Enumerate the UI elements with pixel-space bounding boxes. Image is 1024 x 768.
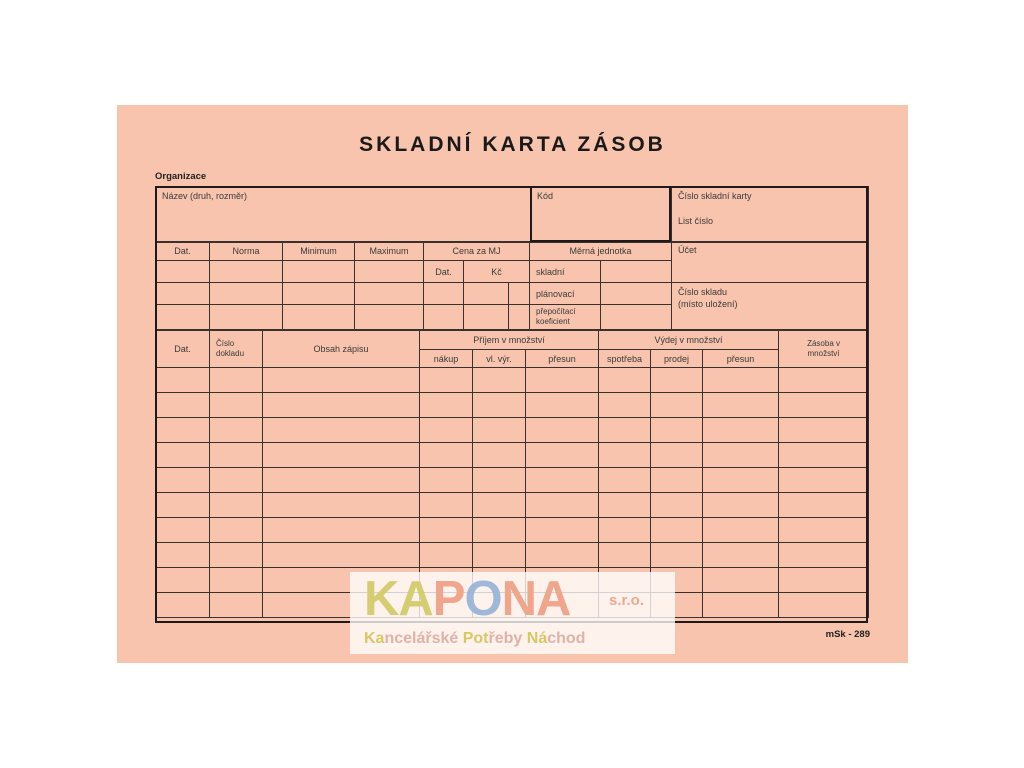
ledger-cell[interactable] <box>420 418 473 443</box>
ledger-cell[interactable] <box>651 443 703 468</box>
issue-transfer-header: přesun <box>703 350 779 368</box>
income-production-header: vl. výr. <box>473 350 526 368</box>
limits-cell[interactable] <box>283 283 355 305</box>
income-purchase-header: nákup <box>420 350 473 368</box>
price-cell[interactable] <box>424 305 464 330</box>
unit-storage-label: skladní <box>530 261 601 283</box>
ledger-cell[interactable] <box>420 368 473 393</box>
price-cell[interactable] <box>424 283 464 305</box>
tagline-part: ncelářské <box>384 630 463 647</box>
issue-header: Výdej v množství <box>599 331 779 350</box>
ledger-cell[interactable] <box>651 518 703 543</box>
ledger-cell[interactable] <box>651 543 703 568</box>
ledger-cell[interactable] <box>526 493 599 518</box>
ledger-cell[interactable] <box>779 543 869 568</box>
ledger-cell[interactable] <box>703 493 779 518</box>
ledger-cell[interactable] <box>779 443 869 468</box>
watermark-suffix: s.r.o. <box>609 592 645 609</box>
ledger-cell[interactable] <box>210 443 263 468</box>
norm-header: Norma <box>210 242 283 261</box>
income-header: Příjem v množství <box>420 331 599 350</box>
ledger-cell[interactable] <box>420 543 473 568</box>
ledger-cell[interactable] <box>473 443 526 468</box>
ledger-cell[interactable] <box>420 518 473 543</box>
price-czk-header: Kč <box>464 261 530 283</box>
ledger-cell[interactable] <box>526 418 599 443</box>
ledger-cell[interactable] <box>651 493 703 518</box>
header-table <box>155 186 869 243</box>
limits-cell[interactable] <box>156 283 210 305</box>
minimum-header: Minimum <box>283 242 355 261</box>
watermark-logo <box>364 572 570 627</box>
ledger-cell[interactable] <box>210 368 263 393</box>
limits-table <box>155 241 869 330</box>
ledger-row <box>156 393 869 418</box>
ledger-cell[interactable] <box>473 543 526 568</box>
limits-cell[interactable] <box>156 305 210 330</box>
warehouse-location-label: (místo uložení) <box>678 299 738 309</box>
price-cell[interactable] <box>464 305 509 330</box>
ledger-row <box>156 518 869 543</box>
ledger-cell[interactable] <box>210 543 263 568</box>
ledger-cell[interactable] <box>210 518 263 543</box>
tagline-part: chod <box>547 630 586 647</box>
ledger-cell[interactable] <box>526 393 599 418</box>
tagline-part: řeby <box>488 630 527 647</box>
ledger-cell[interactable] <box>703 368 779 393</box>
ledger-cell[interactable] <box>599 518 651 543</box>
watermark-logo-letter: A <box>398 572 433 626</box>
ledger-cell[interactable] <box>156 418 210 443</box>
ledger-cell[interactable] <box>651 368 703 393</box>
ledger-cell[interactable] <box>703 418 779 443</box>
ledger-cell[interactable] <box>156 493 210 518</box>
ledger-cell[interactable] <box>779 418 869 443</box>
ledger-cell[interactable] <box>779 393 869 418</box>
ledger-cell[interactable] <box>703 518 779 543</box>
form-title: SKLADNÍ KARTA ZÁSOB <box>359 133 666 156</box>
tagline-part: Ka <box>364 630 385 647</box>
watermark-logo-letter: A <box>535 572 571 626</box>
watermark-logo-letter: O <box>464 572 502 626</box>
ledger-cell[interactable] <box>651 393 703 418</box>
ledger-cell[interactable] <box>473 368 526 393</box>
ledger-cell[interactable] <box>263 518 420 543</box>
warehouse-field[interactable] <box>672 283 869 330</box>
price-cell[interactable] <box>464 283 509 305</box>
ledger-cell[interactable] <box>599 418 651 443</box>
ledger-cell[interactable] <box>473 518 526 543</box>
limits-cell[interactable] <box>210 283 283 305</box>
income-transfer-header: přesun <box>526 350 599 368</box>
stock-header: Zásoba v množství <box>779 331 869 368</box>
ledger-cell[interactable] <box>263 468 420 493</box>
unit-planning-value[interactable] <box>601 283 672 305</box>
ledger-cell[interactable] <box>779 593 869 618</box>
ledger-cell[interactable] <box>263 368 420 393</box>
ledger-cell[interactable] <box>703 443 779 468</box>
unit-storage-value[interactable] <box>601 261 672 283</box>
ledger-cell[interactable] <box>156 368 210 393</box>
ledger-cell[interactable] <box>651 468 703 493</box>
ledger-cell[interactable] <box>210 418 263 443</box>
code-field[interactable]: Kód <box>531 187 672 243</box>
maximum-header: Maximum <box>355 242 424 261</box>
ledger-cell[interactable] <box>473 418 526 443</box>
limits-cell[interactable] <box>355 283 424 305</box>
limits-cell[interactable] <box>283 261 355 283</box>
ledger-cell[interactable] <box>779 468 869 493</box>
ledger-cell[interactable] <box>210 393 263 418</box>
form-code: mSk - 289 <box>825 629 870 640</box>
ledger-row <box>156 368 869 393</box>
tagline-part: Ná <box>526 630 548 647</box>
ledger-cell[interactable] <box>263 418 420 443</box>
ledger-cell[interactable] <box>156 468 210 493</box>
price-header: Cena za MJ <box>424 242 530 261</box>
unit-conversion-label: přepočítací koeficient <box>530 305 601 330</box>
card-number-label: Číslo skladní karty <box>678 191 752 201</box>
ledger-cell[interactable] <box>210 493 263 518</box>
limits-cell[interactable] <box>210 261 283 283</box>
ledger-cell[interactable] <box>473 468 526 493</box>
ledger-cell[interactable] <box>703 393 779 418</box>
ledger-cell[interactable] <box>156 543 210 568</box>
item-name-field[interactable]: Název (druh, rozměr) <box>156 187 531 243</box>
ledger-cell[interactable] <box>599 493 651 518</box>
ledger-cell[interactable] <box>156 568 210 593</box>
price-cell[interactable] <box>509 305 530 330</box>
ledger-cell[interactable] <box>473 393 526 418</box>
ledger-date-header: Dat. <box>156 331 210 368</box>
ledger-cell[interactable] <box>599 443 651 468</box>
ledger-cell[interactable] <box>779 368 869 393</box>
ledger-row <box>156 443 869 468</box>
ledger-cell[interactable] <box>263 543 420 568</box>
issue-consumption-header: spotřeba <box>599 350 651 368</box>
ledger-row <box>156 418 869 443</box>
warehouse-number-label: Číslo skladu <box>678 287 728 297</box>
ledger-cell[interactable] <box>703 543 779 568</box>
price-date-header: Dat. <box>424 261 464 283</box>
ledger-cell[interactable] <box>420 393 473 418</box>
ledger-cell[interactable] <box>703 468 779 493</box>
ledger-cell[interactable] <box>473 493 526 518</box>
limits-date-header: Dat. <box>156 242 210 261</box>
ledger-cell[interactable] <box>779 568 869 593</box>
ledger-cell[interactable] <box>263 393 420 418</box>
ledger-row <box>156 468 869 493</box>
ledger-cell[interactable] <box>156 443 210 468</box>
ledger-cell[interactable] <box>703 568 779 593</box>
ledger-cell[interactable] <box>526 468 599 493</box>
watermark-logo-letter: P <box>432 572 465 626</box>
ledger-cell[interactable] <box>779 518 869 543</box>
ledger-cell[interactable] <box>263 493 420 518</box>
ledger-cell[interactable] <box>420 468 473 493</box>
unit-header: Měrná jednotka <box>530 242 672 261</box>
limits-cell[interactable] <box>156 261 210 283</box>
ledger-cell[interactable] <box>420 443 473 468</box>
watermark-logo-letter: K <box>364 572 399 626</box>
limits-cell[interactable] <box>355 261 424 283</box>
ledger-cell[interactable] <box>779 493 869 518</box>
ledger-cell[interactable] <box>599 543 651 568</box>
card-number-field[interactable] <box>672 187 869 243</box>
entry-header: Obsah zápisu <box>263 331 420 368</box>
sheet-number-label: List číslo <box>678 216 714 226</box>
price-cell[interactable] <box>509 283 530 305</box>
ledger-cell[interactable] <box>599 393 651 418</box>
watermark <box>350 572 675 654</box>
watermark-logo-letter: N <box>501 572 536 626</box>
limits-cell[interactable] <box>210 305 283 330</box>
ledger-cell[interactable] <box>210 593 263 618</box>
ledger-cell[interactable] <box>703 593 779 618</box>
limits-cell[interactable] <box>355 305 424 330</box>
limits-cell[interactable] <box>283 305 355 330</box>
ledger-cell[interactable] <box>263 443 420 468</box>
doc-number-header: Číslo dokladu <box>210 331 263 368</box>
issue-sale-header: prodej <box>651 350 703 368</box>
stock-card-form <box>117 105 908 663</box>
ledger-cell[interactable] <box>156 518 210 543</box>
ledger-cell[interactable] <box>526 368 599 393</box>
ledger-cell[interactable] <box>599 368 651 393</box>
ledger-cell[interactable] <box>420 493 473 518</box>
ledger-cell[interactable] <box>526 518 599 543</box>
ledger-cell[interactable] <box>156 593 210 618</box>
unit-conversion-value[interactable] <box>601 305 672 330</box>
ledger-row <box>156 493 869 518</box>
ledger-cell[interactable] <box>210 468 263 493</box>
organization-label: Organizace <box>155 171 207 182</box>
ledger-row <box>156 543 869 568</box>
ledger-cell[interactable] <box>651 418 703 443</box>
ledger-cell[interactable] <box>599 468 651 493</box>
ledger-cell[interactable] <box>526 543 599 568</box>
ledger-cell[interactable] <box>156 393 210 418</box>
ledger-cell[interactable] <box>526 443 599 468</box>
watermark-tagline <box>364 630 585 648</box>
ledger-cell[interactable] <box>210 568 263 593</box>
tagline-part: Pot <box>462 630 489 647</box>
account-field[interactable]: Účet <box>672 242 869 283</box>
unit-planning-label: plánovací <box>530 283 601 305</box>
